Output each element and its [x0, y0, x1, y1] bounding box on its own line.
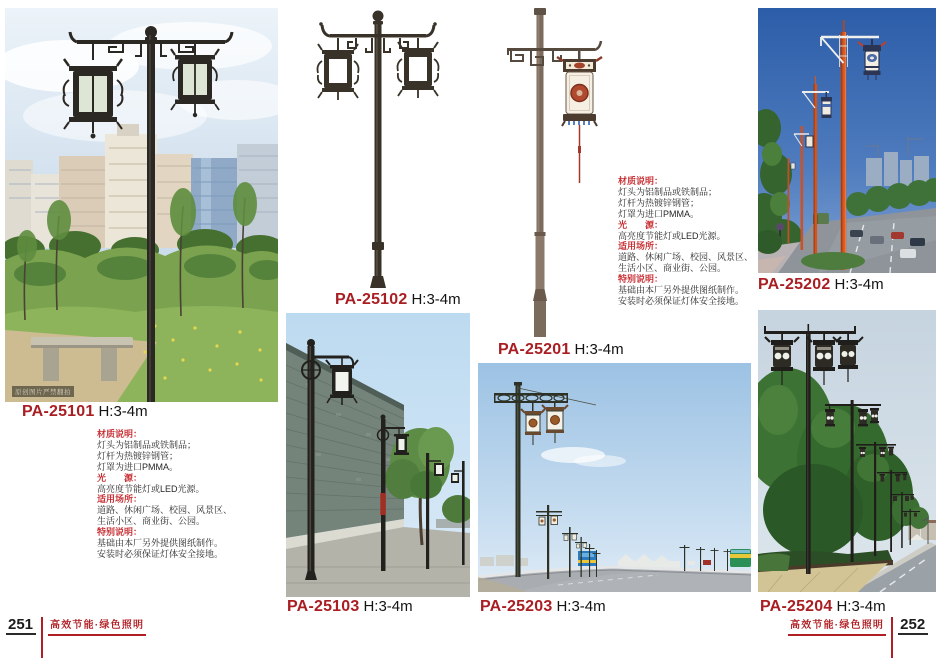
footer-left	[6, 617, 146, 658]
product-size: H:3-4m	[411, 291, 461, 308]
product-label-pa-25201	[498, 341, 624, 359]
photo-pa-25101	[5, 8, 278, 402]
grass-tuft	[758, 554, 790, 572]
spec-line: 高亮度节能灯或LED光源。	[97, 483, 205, 494]
photo-pa-25202	[758, 8, 936, 273]
grass-strip	[801, 252, 865, 270]
photo-watermark: 原创图片严禁翻拍	[12, 386, 74, 397]
product-size: H:3-4m	[834, 276, 884, 293]
page-number: 251	[6, 617, 36, 635]
product-size: H:3-4m	[836, 598, 886, 615]
drawing-pa-25201	[495, 4, 610, 342]
spec-line: 安装时必须保证灯体安全接地。	[97, 548, 224, 559]
footer-divider	[41, 617, 43, 658]
lantern-right	[398, 42, 439, 98]
spec-line: 生活小区、商业街、公园。	[618, 263, 727, 274]
product-label-pa-25202	[758, 276, 884, 294]
spec-line: 灯头为铝制品或铁制品；	[97, 439, 197, 450]
spec-line: 道路、休闲广场、校园、风景区、	[618, 252, 754, 263]
product-size: H:3-4m	[98, 403, 148, 420]
lantern	[557, 57, 602, 183]
spec-line: 基础由本厂另外提供图纸制作。	[97, 538, 224, 549]
spec-header: 光 源：	[97, 472, 143, 483]
spec-header: 特别说明：	[97, 527, 143, 538]
footer-slogan: 高效节能·绿色照明	[48, 617, 146, 636]
product-size: H:3-4m	[574, 341, 624, 358]
photo-pa-25202-image	[758, 8, 936, 273]
lamp-post	[507, 8, 602, 337]
product-label-pa-25101	[22, 403, 148, 421]
photo-pa-25101-image	[5, 8, 278, 402]
product-code: PA-25101	[22, 403, 95, 420]
lantern-left	[318, 44, 359, 100]
photo-pa-25103-image	[286, 313, 470, 597]
spec-line: 灯罩为进口PMMA。	[618, 208, 700, 219]
red-sign	[380, 493, 386, 515]
photo-pa-25103	[286, 313, 470, 597]
product-label-pa-25204	[760, 598, 886, 616]
product-label-pa-25103	[287, 598, 413, 616]
spec-header: 适用场所：	[97, 494, 143, 505]
spec-line: 灯罩为进口PMMA。	[97, 461, 179, 472]
product-code: PA-25202	[758, 276, 831, 293]
drawing-pa-25201-image	[495, 4, 610, 337]
product-code: PA-25103	[287, 598, 360, 615]
spec-block-left	[97, 429, 267, 560]
lamp-post	[318, 11, 439, 289]
spec-header: 特别说明：	[618, 274, 664, 285]
product-size: H:3-4m	[556, 598, 606, 615]
spec-line: 灯头为铝制品或铁制品；	[618, 186, 718, 197]
spec-line: 生活小区、商业街、公园。	[97, 516, 206, 527]
drawing-pa-25102	[310, 4, 450, 297]
product-code: PA-25102	[335, 291, 408, 308]
finial-ball	[373, 11, 384, 22]
spec-line: 安装时必须保证灯体安全接地。	[618, 295, 745, 306]
spec-line: 灯杆为热镀锌钢管；	[618, 197, 700, 208]
footer-right	[788, 617, 928, 658]
footer-slogan: 高效节能·绿色照明	[788, 617, 886, 636]
spec-header: 材质说明：	[618, 176, 664, 186]
spec-header: 光 源：	[618, 219, 664, 230]
spec-line: 基础由本厂另外提供图纸制作。	[618, 285, 745, 296]
spec-line: 灯杆为热镀锌钢管；	[97, 450, 179, 461]
footer-divider	[891, 617, 893, 658]
product-size: H:3-4m	[363, 598, 413, 615]
spec-header: 材质说明：	[97, 429, 143, 439]
product-label-pa-25203	[480, 598, 606, 616]
product-code: PA-25204	[760, 598, 833, 615]
page-number: 252	[898, 617, 928, 635]
drawing-pa-25102-image	[310, 4, 450, 292]
product-code: PA-25203	[480, 598, 553, 615]
product-code: PA-25201	[498, 341, 571, 358]
spec-line: 道路、休闲广场、校园、风景区、	[97, 505, 233, 516]
scroll-ornament	[511, 51, 561, 65]
photo-pa-25203	[478, 363, 751, 592]
spec-header: 适用场所：	[618, 241, 664, 252]
photo-pa-25203-image	[478, 363, 751, 592]
product-label-pa-25102	[335, 291, 461, 309]
photo-pa-25204-image	[758, 310, 936, 592]
fringe	[568, 121, 590, 125]
photo-pa-25204	[758, 310, 936, 592]
spec-line: 高亮度节能灯或LED光源。	[618, 230, 726, 241]
